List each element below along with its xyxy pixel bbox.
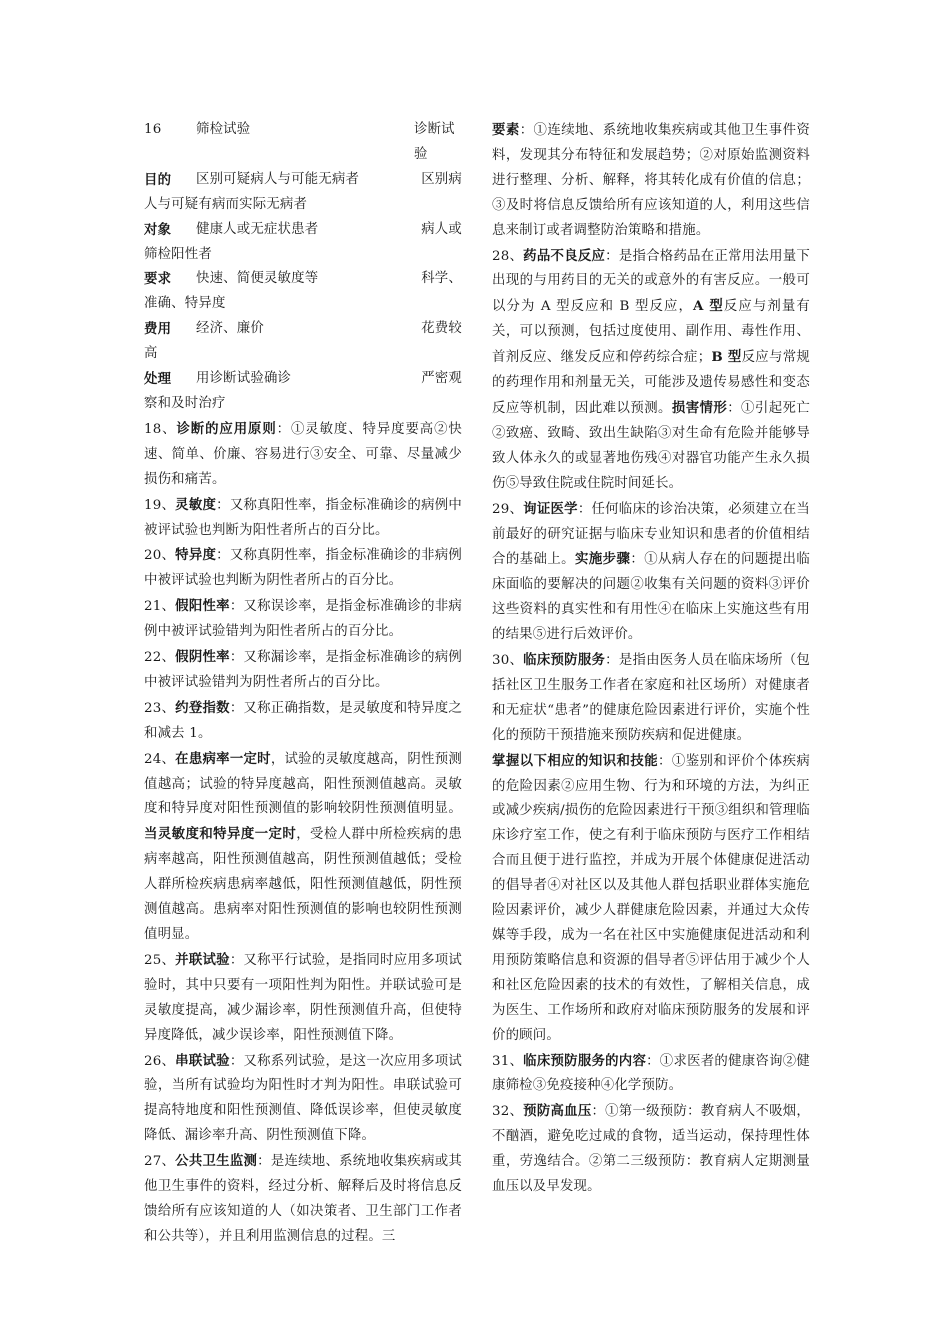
row-label: 处理 — [144, 371, 172, 388]
diagnostic-cell: 花费较 — [421, 321, 462, 337]
table-row — [144, 168, 462, 218]
text-segment: ，受检人群中所检疾病的患病率越高，阳性预测值越高，阴性预测值越低；受检人群所检疾病患病率越低，阳性预测值越低，阴性预测值越高。患病率对阳性预测值的影响也较阴性预测值明显。 — [144, 827, 462, 942]
diagnostic-cell: 病人或 — [421, 221, 462, 237]
paragraph — [144, 1049, 462, 1150]
table-row — [144, 317, 462, 367]
text-segment: 反应与常规的药理作用和剂量无关，可能涉及遗传易感性和变态反应等机制，因此难以预测。 — [492, 350, 811, 416]
bold-term: 掌握以下相应的知识和技能 — [492, 752, 659, 769]
bold-term: 询证医学 — [523, 500, 578, 517]
text-segment: 27、 — [144, 1154, 176, 1170]
table-row — [144, 367, 462, 417]
bold-term: 特异度 — [175, 547, 217, 564]
text-segment: ：又称真阳性率，指金标准确诊的病例中被评试验也判断为阳性者所占的百分比。 — [144, 497, 462, 538]
paragraph — [492, 244, 810, 497]
text-segment: 31、 — [492, 1053, 524, 1069]
row-label: 要求 — [144, 271, 172, 288]
paragraph — [492, 118, 810, 244]
right-column — [492, 118, 810, 1200]
text-segment: ：①第一级预防：教育病人不吸烟，不酗酒，避免吃过咸的食物，适当运动，保持理性体重，劳逸结合。②第二三级预防：教育病人定期测量血压以及早发现。 — [492, 1104, 810, 1195]
bold-term: 临床预防服务的内容 — [523, 1052, 647, 1069]
screening-cell: 快速、简便灵敏度等 — [196, 271, 319, 287]
paragraph — [492, 1049, 810, 1100]
left-paragraphs — [144, 417, 462, 1250]
bold-term: B 型 — [711, 349, 742, 366]
text-segment: ：任何临床的诊治决策，必须建立在当前最好的研究证据与临床专业知识和患者的价值相结合的基础上。 — [492, 501, 810, 568]
row-continuation: 准确、特异度 — [144, 296, 226, 312]
text-segment: ：①求医者的健康咨询②健康筛检③免疫接种④化学预防。 — [492, 1053, 810, 1094]
bold-term: 当灵敏度和特异度一定时 — [144, 826, 297, 843]
paragraph — [144, 696, 462, 747]
text-segment: 28、 — [492, 248, 524, 264]
text-segment: 24、 — [144, 751, 176, 767]
paragraph — [144, 417, 462, 493]
right-paragraphs — [492, 118, 810, 1200]
screening-cell: 健康人或无症状患者 — [196, 221, 319, 237]
table-number: 16 — [144, 122, 162, 137]
row-continuation: 高 — [144, 346, 158, 362]
diagnostic-cell: 区别病 — [421, 171, 462, 187]
text-segment: ：又称漏诊率，是指金标准确诊的病例中被评试验错判为阴性者所占的百分比。 — [144, 650, 462, 690]
diagnostic-cell: 严密观 — [421, 371, 462, 387]
diagnostic-cell: 科学、 — [421, 271, 462, 287]
screening-cell: 用诊断试验确诊 — [196, 371, 292, 387]
paragraph — [492, 497, 810, 648]
text-segment: ，试验的灵敏度越高，阴性预测值越高；试验的特异度越高，阳性预测值越高。灵敏度和特异度对阳性预测值的影响较阴性预测值明显。 — [144, 751, 462, 817]
row-continuation: 察和及时治疗 — [144, 395, 226, 411]
paragraph — [144, 543, 462, 594]
header-diagnostic-test: 诊断试验 — [414, 122, 455, 162]
text-segment: ：①从病人存在的问题提出临床面临的要解决的问题②收集有关问题的资料③评价这些资料的真实性和有用性④在临床上实施这些有用的结果⑤进行后效评价。 — [492, 552, 810, 643]
row-label: 费用 — [144, 321, 172, 338]
paragraph — [144, 948, 462, 1049]
bold-term: 灵敏度 — [175, 496, 217, 513]
text-segment: 21、 — [144, 599, 176, 615]
paragraph — [144, 594, 462, 645]
screening-cell: 经济、廉价 — [196, 321, 264, 337]
bold-term: 预防高血压 — [523, 1103, 592, 1120]
bold-term: 实施步骤 — [575, 551, 631, 568]
row-label: 对象 — [144, 221, 172, 238]
text-segment: ：又称系列试验，是这一次应用多项试验，当所有试验均为阳性时才判为阳性。串联试验可提高特地度和阳性预测值、降低误诊率，但使灵敏度降低、漏诊率升高、阴性预测值下降。 — [144, 1053, 462, 1144]
text-segment: 19、 — [144, 497, 176, 513]
comparison-table — [144, 168, 462, 417]
text-segment: ：是连续地、系统地收集疾病或其他卫生事件的资料，经过分析、解释后及时将信息反馈给所有应该知道的人（如决策者、卫生部门工作者和公共等），并且利用监测信息的过程。三 — [144, 1154, 463, 1244]
bold-term: 临床预防服务 — [523, 652, 606, 669]
row-label: 目的 — [144, 171, 172, 188]
text-segment: ：①灵敏度、特异度要高②快速、简单、价廉、容易进行③安全、可靠、尽量减少损伤和痛苦。 — [144, 421, 463, 487]
row-continuation: 筛检阳性者 — [144, 246, 212, 262]
text-segment: 26、 — [144, 1053, 176, 1069]
text-segment: 23、 — [144, 700, 176, 716]
bold-term: 公共卫生监测 — [175, 1153, 258, 1170]
bold-term: 假阴性率 — [175, 649, 230, 666]
text-segment: ：又称误诊率，是指金标准确诊的非病例中被评试验错判为阳性者所占的百分比。 — [144, 599, 462, 640]
text-segment: ：①引起死亡②致癌、致畸、致出生缺陷③对生命有危险并能够导致人体永久的或显著地伤残④对器官功能产生永久损伤⑤导致住院或住院时间延长。 — [492, 400, 810, 491]
paragraph — [492, 749, 810, 1049]
screening-cell: 区别可疑病人与可能无病者 — [196, 171, 360, 187]
bold-term: 药品不良反应 — [523, 247, 606, 264]
paragraph — [492, 648, 810, 749]
text-segment: 30、 — [492, 653, 524, 669]
text-segment: 18、 — [144, 421, 177, 437]
bold-term: 假阳性率 — [175, 598, 230, 615]
bold-term: 在患病率一定时 — [175, 750, 271, 767]
text-segment: 29、 — [492, 501, 524, 517]
text-segment: ：①连续地、系统地收集疾病或其他卫生事件资料，发现其分布特征和发展趋势；②对原始监测资料进行整理、分析、解释，将其转化成有价值的信息；③及时将信息反馈给所有应该知道的人，利用这些信息来制订或者调整防治策略和措施。 — [492, 123, 811, 238]
paragraph — [492, 1099, 810, 1200]
text-segment: 反应与剂量有关，可以预测，包括过度使用、副作用、毒性作用、首剂反应、继发反应和停药综合症； — [492, 299, 811, 366]
bold-term: 损害情形 — [671, 399, 728, 416]
comparison-table-header — [144, 118, 462, 168]
paragraph — [144, 493, 462, 544]
text-segment: ：又称正确指数，是灵敏度和特异度之和减去 1。 — [144, 700, 462, 741]
bold-term: 诊断的应用原则 — [176, 420, 277, 437]
text-segment: ：是指由医务人员在临床场所（包括社区卫生服务工作者在家庭和社区场所）对健康者和无症状“患者”的健康危险因素进行评价，实施个性化的预防干预措施来预防疾病和促进健康。 — [492, 653, 811, 743]
header-screening-test: 筛检试验 — [196, 122, 251, 137]
paragraph — [144, 645, 462, 696]
row-continuation: 人与可疑有病而实际无病者 — [144, 196, 308, 212]
paragraph — [144, 1149, 462, 1250]
left-column — [144, 118, 462, 1250]
paragraph — [144, 747, 462, 948]
bold-term: 并联试验 — [175, 951, 230, 968]
text-segment: 20、 — [144, 548, 176, 564]
text-segment: ：又称平行试验，是指同时应用多项试验时，其中只要有一项阳性判为阳性。并联试验可是灵敏度提高，减少漏诊率，阴性预测值升高，但使特异度降低，减少误诊率，阳性预测值下降。 — [144, 952, 462, 1043]
text-segment: ：又称真阴性率，指金标准确诊的非病例中被评试验也判断为阴性者所占的百分比。 — [144, 548, 462, 589]
bold-term: A 型 — [693, 298, 724, 315]
table-row — [144, 218, 462, 268]
text-segment: ：是指合格药品在正常用法用量下出现的与用药目的无关的或意外的有害反应。一般可以分为 A 型反应和 B 型反应， — [492, 248, 811, 315]
text-segment: ：①鉴别和评价个体疾病的危险因素②应用生物、行为和环境的方法，为纠正或减少疾病/损伤的危险因素进行干预③组织和管理临床诊疗室工作，使之有利于临床预防与医疗工作相结合而且便于进行监控，并成为开展个体健康促进活动的倡导者④对社区以及其他人群包括职业群体实施危险因素评价，减少人群健康危险因素，并通过大众传媒等手段，成为一名在社区中实施健康促进活动和利用预防策略信息和资源的倡导者⑤评估用于减少个人和社区危险因素的技术的有效性，了解相关信息，成为医生、工作场所和政府对临床预防服务的发展和评价的顾问。 — [492, 753, 811, 1043]
bold-term: 约登指数 — [175, 699, 230, 716]
text-segment: 22、 — [144, 650, 176, 666]
text-segment: 25、 — [144, 952, 176, 968]
bold-term: 串联试验 — [175, 1052, 230, 1069]
table-row — [144, 267, 462, 317]
text-segment: 32、 — [492, 1104, 524, 1120]
bold-term: 要素 — [492, 122, 520, 138]
